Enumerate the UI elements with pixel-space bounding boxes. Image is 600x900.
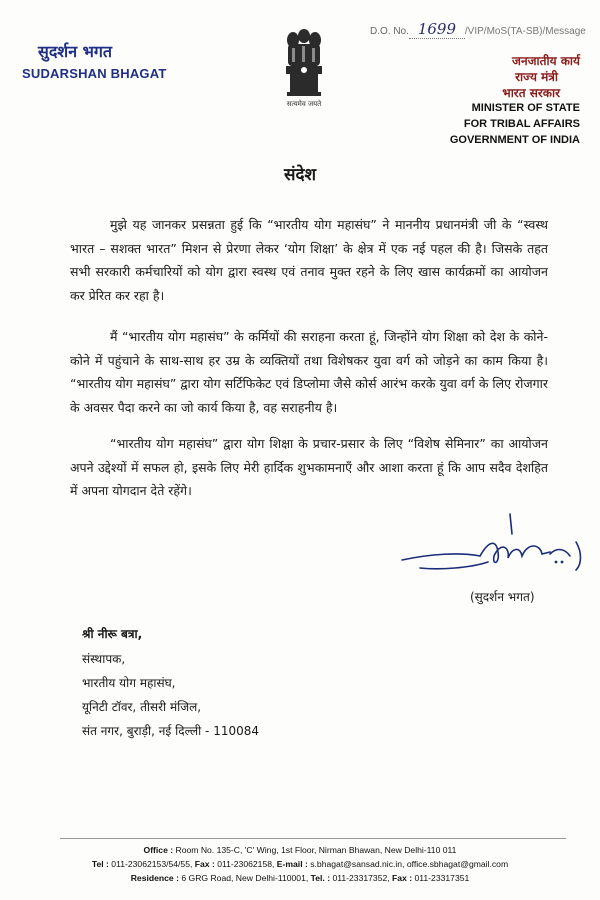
ministry-hindi: जनजातीय कार्य (512, 54, 580, 68)
ministry-english: FOR TRIBAL AFFAIRS (463, 118, 580, 130)
emblem-motto: सत्यमेव जयते (286, 100, 322, 108)
govt-english: GOVERNMENT OF INDIA (449, 134, 580, 146)
fax-number: 011-23062158, (217, 859, 275, 869)
message-paragraph-3 (70, 432, 548, 503)
fax-label: Fax : (194, 859, 215, 869)
footer-office (0, 845, 600, 855)
signatory-name: (सुदर्शन भगत) (470, 590, 535, 604)
govt-hindi: भारत सरकार (502, 86, 560, 100)
minister-name-english: SUDARSHAN BHAGAT (22, 66, 167, 81)
residence-label: Residence : (130, 873, 179, 883)
footer-divider (60, 838, 566, 839)
addressee-name: श्री नीरू बत्रा, (82, 627, 143, 641)
addressee-line-1: संस्थापक, (82, 652, 126, 666)
office-label: Office : (143, 845, 174, 855)
do-number: 1699 (409, 20, 465, 39)
office-address: Room No. 135-C, 'C' Wing, 1st Floor, Nirman Bhawan, New Delhi-110 011 (175, 845, 457, 855)
paragraph-3-text: “भारतीय योग महासंघ” द्वारा योग शिक्षा के प्रचार-प्रसार के लिए “विशेष सेमिनार” का आयोजन अपने उद्देश्यों में सफल हो, इसके लिए मेरी हार्दिक शुभकामनाएँ और आशा करता हूं कि आप सदैव देशहित में अपना योगदान देते रहेंगे। (70, 436, 548, 498)
residence-fax-label: Fax : (392, 873, 413, 883)
rank-hindi: राज्य मंत्री (515, 70, 558, 84)
message-title: संदेश (283, 165, 317, 185)
tel-number: 011-23062153/54/55, (111, 859, 193, 869)
tel-label: Tel : (91, 859, 109, 869)
message-paragraph-2 (70, 325, 548, 419)
residence-tel-label: Tel. : (310, 873, 331, 883)
rank-english: MINISTER OF STATE (471, 102, 580, 114)
do-number-line (370, 20, 586, 39)
footer-contact (0, 859, 600, 869)
footer-residence (0, 873, 600, 883)
do-reference: /VIP/MoS(TA-SB)/Message (464, 26, 586, 37)
addressee-line-2: भारतीय योग महासंघ, (82, 676, 176, 690)
residence-fax: 011-23317351 (414, 873, 470, 883)
paragraph-2-text: मैं “भारतीय योग महासंघ” के कर्मियों की सराहना करता हूं, जिन्होंने योग शिक्षा को देश के कोने-कोने में पहुंचाने के साथ-साथ हर उम्र के व्यक्तियों तथा विशेषकर युवा वर्ग को जोड़ने का काम किया है। “भारतीय योग महासंघ” द्वारा योग सर्टिफिकेट एवं डिप्लोमा जैसे कोर्स आरंभ करके युवा वर्ग के लिए रोजगार के अवसर पैदा करने का जो कार्य किया है, वह सराहनीय है। (70, 329, 549, 415)
paragraph-1-text: मुझे यह जानकर प्रसन्नता हुई कि “भारतीय योग महासंघ” ने माननीय प्रधानमंत्री जी के “स्वस्थ भारत – सशक्त भारत” मिशन से प्रेरणा लेकर ‘योग शिक्षा’ के क्षेत्र में एक नई पहल की है। जिसके तहत सभी सरकारी कर्मचारियों को योग द्वारा स्वस्थ एवं तनाव मुक्त रहने के लिए खास कार्यक्रमों का आयोजन कर प्रेरित कर रहा है। (70, 217, 548, 303)
residence-tel: 011-23317352, (332, 873, 390, 883)
addressee-line-4: संत नगर, बुराड़ी, नई दिल्ली - 110084 (82, 724, 260, 738)
message-paragraph-1 (70, 213, 548, 307)
do-label: D.O. No. (370, 26, 409, 37)
residence-address: 6 GRG Road, New Delhi-110001, (181, 873, 309, 883)
email-label: E-mail : (276, 859, 308, 869)
email-address: s.bhagat@sansad.nic.in, office.sbhagat@gmail.com (310, 859, 509, 869)
addressee-line-3: यूनिटी टॉवर, तीसरी मंजिल, (82, 700, 202, 714)
minister-name-hindi: सुदर्शन भगत (38, 42, 113, 61)
